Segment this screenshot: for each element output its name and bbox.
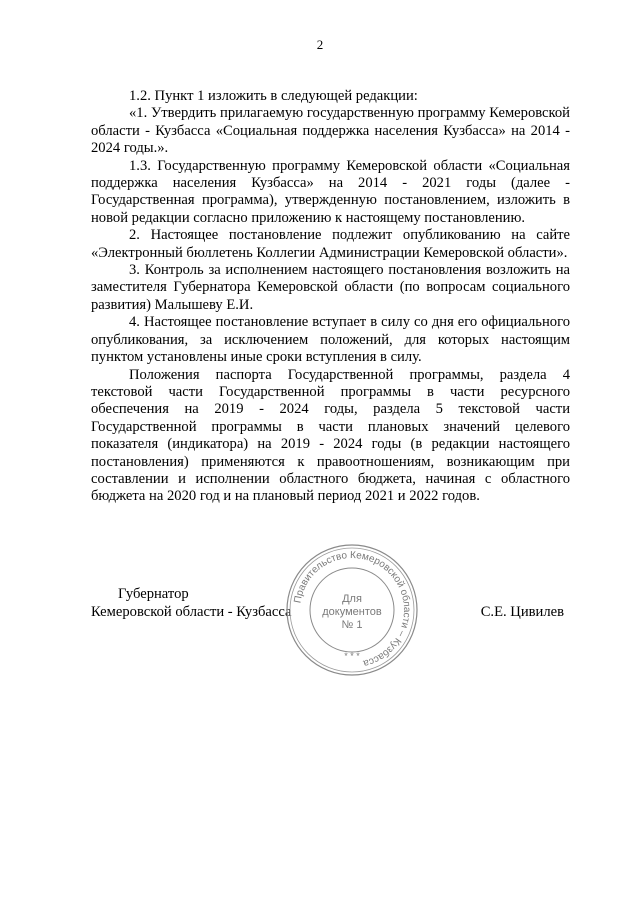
paragraph-1-2: 1.2. Пункт 1 изложить в следующей редакции: (129, 88, 418, 104)
paragraph-3: 3. Контроль за исполнением настоящего постановления возложить на заместителя Губернатора Кемеровской области (по вопросам социального развития) Малышеву Е.И. (91, 262, 570, 313)
seal-center-line3: № 1 (341, 619, 363, 631)
signatory-name: С.Е. Цивилев (480, 604, 564, 620)
page-number: 2 (316, 37, 324, 52)
signatory-title-line2: Кемеровской области - Кузбасса (91, 604, 292, 620)
document-body (91, 88, 570, 506)
seal-center-line2: документов (322, 606, 382, 618)
paragraph-quote-1: «1. Утвердить прилагаемую государственную программу Кемеровской области - Кузбасса «Социальная поддержка населения Кузбасса» на 2014 - 2024 годы.». (91, 105, 570, 157)
paragraph-4: 4. Настоящее постановление вступает в силу со дня его официального опубликования, за исключением положений, для которых настоящим пунктом установлены иные сроки вступления в силу. (91, 314, 570, 366)
signatory-title-line1: Губернатор (118, 586, 189, 602)
official-seal (282, 540, 422, 680)
seal-stars: * * * (344, 651, 360, 661)
paragraph-provisions: Положения паспорта Государственной программы, раздела 4 текстовой части Государственной программы в части ресурсного обеспечения на 2019 - 2024 годы, раздела 5 текстовой части Государственной программы в части плановых значений целевого показателя (индикатора) на 2019 - 2024 годы (в редакции настоящего постановления) применяются к правоотношениям, возникающим при составлении и исполнении областного бюджета, начиная с областного бюджета на 2020 год и на плановый период 2021 и 2022 годов. (91, 366, 570, 505)
seal-center-line1: Для (342, 593, 362, 605)
paragraph-1-3: 1.3. Государственную программу Кемеровской области «Социальная поддержка населения Кузбасса» на 2014 - 2021 годы (далее - Государственная программа), утвержденную постановлением, изложить в новой редакции согласно приложению к настоящему постановлению. (91, 157, 570, 226)
paragraph-2: 2. Настоящее постановление подлежит опубликованию на сайте «Электронный бюллетень Коллегии Администрации Кемеровской области». (91, 227, 570, 261)
seal-ring-text: Правительство Кемеровской области – Кузбасса (292, 549, 413, 669)
